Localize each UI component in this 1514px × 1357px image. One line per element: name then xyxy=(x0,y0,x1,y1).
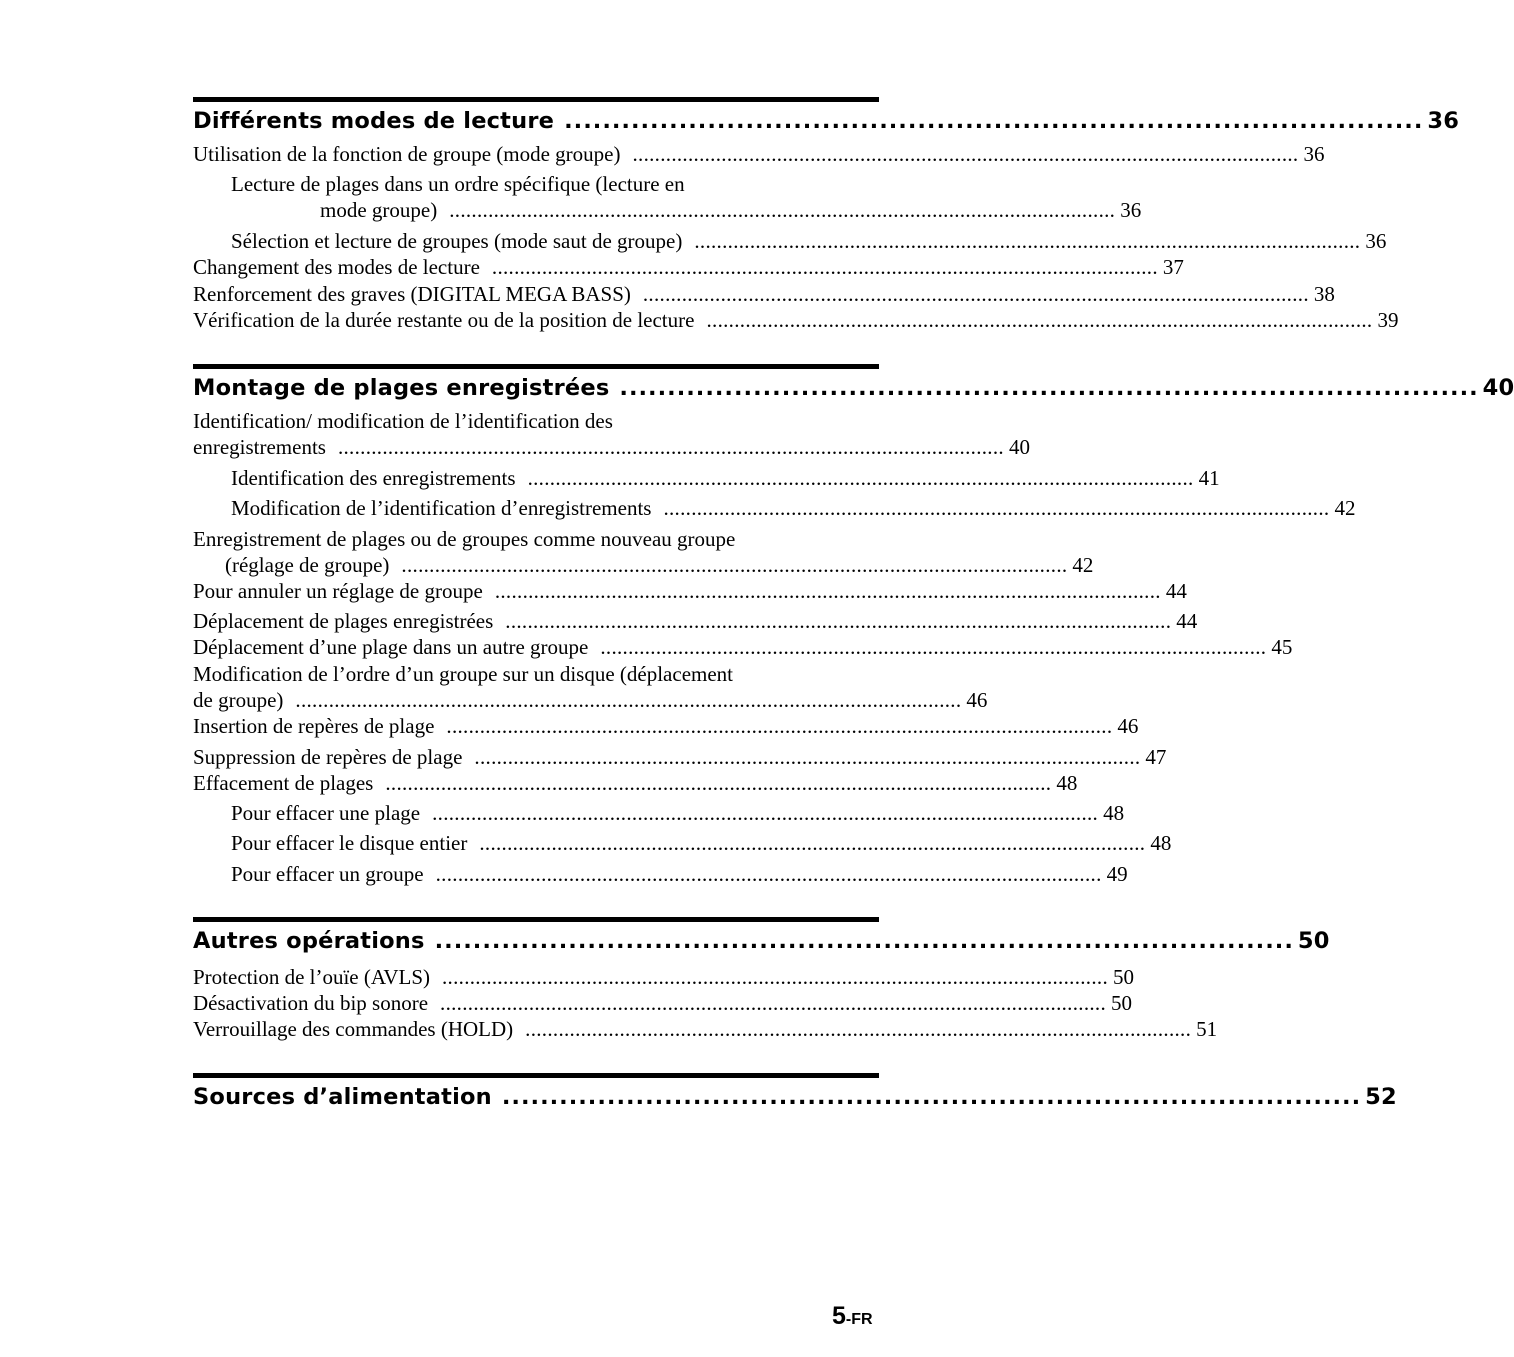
dot-leader: ........................................................................................................................ xyxy=(440,991,1107,1015)
entry-text: Vérification de la durée restante ou de la position de lecture xyxy=(193,308,695,332)
dot-leader: ........................................................................................................................ xyxy=(525,1017,1192,1041)
toc-entry[interactable] xyxy=(193,254,1184,280)
toc-entry[interactable] xyxy=(193,744,1167,770)
dot-leader: ........................................................................................................................ xyxy=(337,435,1004,459)
section-title: Montage de plages enregistrées xyxy=(193,375,610,401)
section-page: 36 xyxy=(1427,108,1460,134)
entry-text: Modification de l’identification d’enregistrements xyxy=(231,496,652,520)
toc-entry[interactable] xyxy=(193,526,1094,578)
dot-leader: ........................................................................................................................ xyxy=(385,771,1052,795)
section-heading[interactable] xyxy=(193,374,1514,403)
dot-leader: ........................................................................................................................ xyxy=(432,801,1099,825)
entry-page: 48 xyxy=(1150,831,1172,855)
section-rule xyxy=(193,917,879,922)
entry-page: 48 xyxy=(1103,801,1125,825)
entry-text: enregistrements xyxy=(193,435,326,459)
entry-text: Suppression de repères de plage xyxy=(193,745,463,769)
entry-text: (réglage de groupe) xyxy=(225,553,390,577)
toc-entry[interactable] xyxy=(193,578,1187,604)
dot-leader: ........................................................................................................................ xyxy=(600,635,1267,659)
dot-leader: ........................................................................................................................ xyxy=(295,688,962,712)
toc-entry[interactable] xyxy=(193,990,1133,1016)
page-number xyxy=(832,1302,873,1331)
dot-leader: ........................................................................................................................ xyxy=(527,466,1194,490)
entry-text: Identification des enregistrements xyxy=(231,466,516,490)
page-number-value: 5 xyxy=(832,1302,846,1330)
dot-leader: ........................................................................................................................ xyxy=(694,229,1361,253)
toc-entry[interactable] xyxy=(193,1016,1218,1042)
entry-text: Effacement de plages xyxy=(193,771,374,795)
section-title: Sources d’alimentation xyxy=(193,1084,492,1110)
entry-page: 49 xyxy=(1106,862,1128,886)
toc-entry[interactable] xyxy=(231,861,1128,887)
entry-page: 41 xyxy=(1198,466,1220,490)
entry-text: Sélection et lecture de groupes (mode saut de groupe) xyxy=(231,229,683,253)
entry-page: 42 xyxy=(1334,496,1356,520)
toc-entry[interactable] xyxy=(231,171,1142,223)
entry-page: 51 xyxy=(1196,1017,1218,1041)
toc-section xyxy=(193,917,1330,956)
entry-page: 50 xyxy=(1111,991,1133,1015)
entry-text-first-line: Identification/ modification de l’identification des xyxy=(193,409,613,433)
entry-text: mode groupe) xyxy=(320,198,438,222)
entry-text: Utilisation de la fonction de groupe (mode groupe) xyxy=(193,142,621,166)
entry-text: Verrouillage des commandes (HOLD) xyxy=(193,1017,514,1041)
toc-entry[interactable] xyxy=(193,634,1293,660)
toc-entry[interactable] xyxy=(231,800,1125,826)
entry-text: Déplacement d’une plage dans un autre groupe xyxy=(193,635,589,659)
toc-entry[interactable] xyxy=(231,830,1172,856)
page-number-suffix: -FR xyxy=(845,1311,873,1328)
section-title: Différents modes de lecture xyxy=(193,108,555,134)
dot-leader: ........................................................................................................................ xyxy=(435,862,1102,886)
dot-leader: ........................................................................................................................ xyxy=(642,282,1309,306)
entry-page: 40 xyxy=(1008,435,1030,459)
toc-entry[interactable] xyxy=(193,964,1134,990)
dot-leader: ........................................................................................................................ xyxy=(494,579,1161,603)
entry-text: Pour effacer une plage xyxy=(231,801,421,825)
entry-page: 47 xyxy=(1145,745,1167,769)
dot-leader: ........................................................................................................................ xyxy=(401,553,1068,577)
toc-entry[interactable] xyxy=(193,141,1325,167)
toc-entry[interactable] xyxy=(193,661,988,713)
toc-section xyxy=(193,97,1460,136)
toc-entry[interactable] xyxy=(193,608,1198,634)
entry-page: 44 xyxy=(1176,609,1198,633)
toc-entry[interactable] xyxy=(231,228,1387,254)
section-heading[interactable] xyxy=(193,107,1460,136)
entry-page: 36 xyxy=(1120,198,1142,222)
toc-entry[interactable] xyxy=(193,770,1078,796)
dot-leader: ........................................................................................................................ xyxy=(474,745,1141,769)
entry-page: 38 xyxy=(1313,282,1335,306)
toc-entry[interactable] xyxy=(193,307,1399,333)
dot-leader: ........................................................................................................................ xyxy=(706,308,1373,332)
entry-text: Changement des modes de lecture xyxy=(193,255,480,279)
entry-text-first-line: Enregistrement de plages ou de groupes comme nouveau groupe xyxy=(193,527,736,551)
entry-text-first-line: Modification de l’ordre d’un groupe sur un disque (déplacement xyxy=(193,662,734,686)
dot-leader: .......................................................................................... xyxy=(564,108,1424,134)
entry-text: Déplacement de plages enregistrées xyxy=(193,609,494,633)
toc-entry[interactable] xyxy=(231,465,1220,491)
dot-leader: .......................................................................................... xyxy=(434,928,1294,954)
dot-leader: .......................................................................................... xyxy=(619,375,1479,401)
toc-entry[interactable] xyxy=(231,495,1356,521)
dot-leader: ........................................................................................................................ xyxy=(491,255,1158,279)
entry-text: Pour effacer un groupe xyxy=(231,862,424,886)
entry-text-first-line: Lecture de plages dans un ordre spécifique (lecture en xyxy=(231,172,685,196)
entry-page: 37 xyxy=(1162,255,1184,279)
entry-page: 50 xyxy=(1113,965,1134,989)
toc-entry[interactable] xyxy=(193,281,1335,307)
toc-entry[interactable] xyxy=(193,408,1030,460)
entry-text: de groupe) xyxy=(193,688,284,712)
toc-section xyxy=(193,364,1514,403)
section-rule xyxy=(193,97,879,102)
dot-leader: ........................................................................................................................ xyxy=(505,609,1172,633)
section-rule xyxy=(193,364,879,369)
dot-leader: ........................................................................................................................ xyxy=(663,496,1330,520)
section-page: 50 xyxy=(1297,928,1330,954)
section-heading[interactable] xyxy=(193,1083,1397,1112)
entry-text: Insertion de repères de plage xyxy=(193,714,435,738)
entry-text: Renforcement des graves (DIGITAL MEGA BASS) xyxy=(193,282,631,306)
section-heading[interactable] xyxy=(193,927,1330,956)
entry-text: Désactivation du bip sonore xyxy=(193,991,429,1015)
dot-leader: ........................................................................................................................ xyxy=(446,714,1113,738)
dot-leader: ........................................................................................................................ xyxy=(479,831,1146,855)
section-rule xyxy=(193,1073,879,1078)
section-page: 40 xyxy=(1482,375,1514,401)
section-page: 52 xyxy=(1365,1084,1397,1110)
section-title: Autres opérations xyxy=(193,928,425,954)
toc-section xyxy=(193,1073,1397,1112)
entry-text: Protection de l’ouïe (AVLS) xyxy=(193,965,430,989)
entry-page: 48 xyxy=(1056,771,1078,795)
entry-text: Pour effacer le disque entier xyxy=(231,831,468,855)
entry-page: 39 xyxy=(1377,308,1399,332)
dot-leader: ........................................................................................................................ xyxy=(442,965,1108,989)
entry-page: 45 xyxy=(1271,635,1293,659)
entry-page: 46 xyxy=(1117,714,1139,738)
toc-entry[interactable] xyxy=(193,713,1139,739)
dot-leader: .......................................................................................... xyxy=(501,1084,1362,1110)
entry-page: 36 xyxy=(1365,229,1387,253)
entry-page: 44 xyxy=(1165,579,1187,603)
entry-page: 46 xyxy=(966,688,988,712)
entry-text: Pour annuler un réglage de groupe xyxy=(193,579,483,603)
dot-leader: ........................................................................................................................ xyxy=(632,142,1299,166)
entry-page: 42 xyxy=(1072,553,1094,577)
dot-leader: ........................................................................................................................ xyxy=(449,198,1116,222)
entry-page: 36 xyxy=(1303,142,1325,166)
